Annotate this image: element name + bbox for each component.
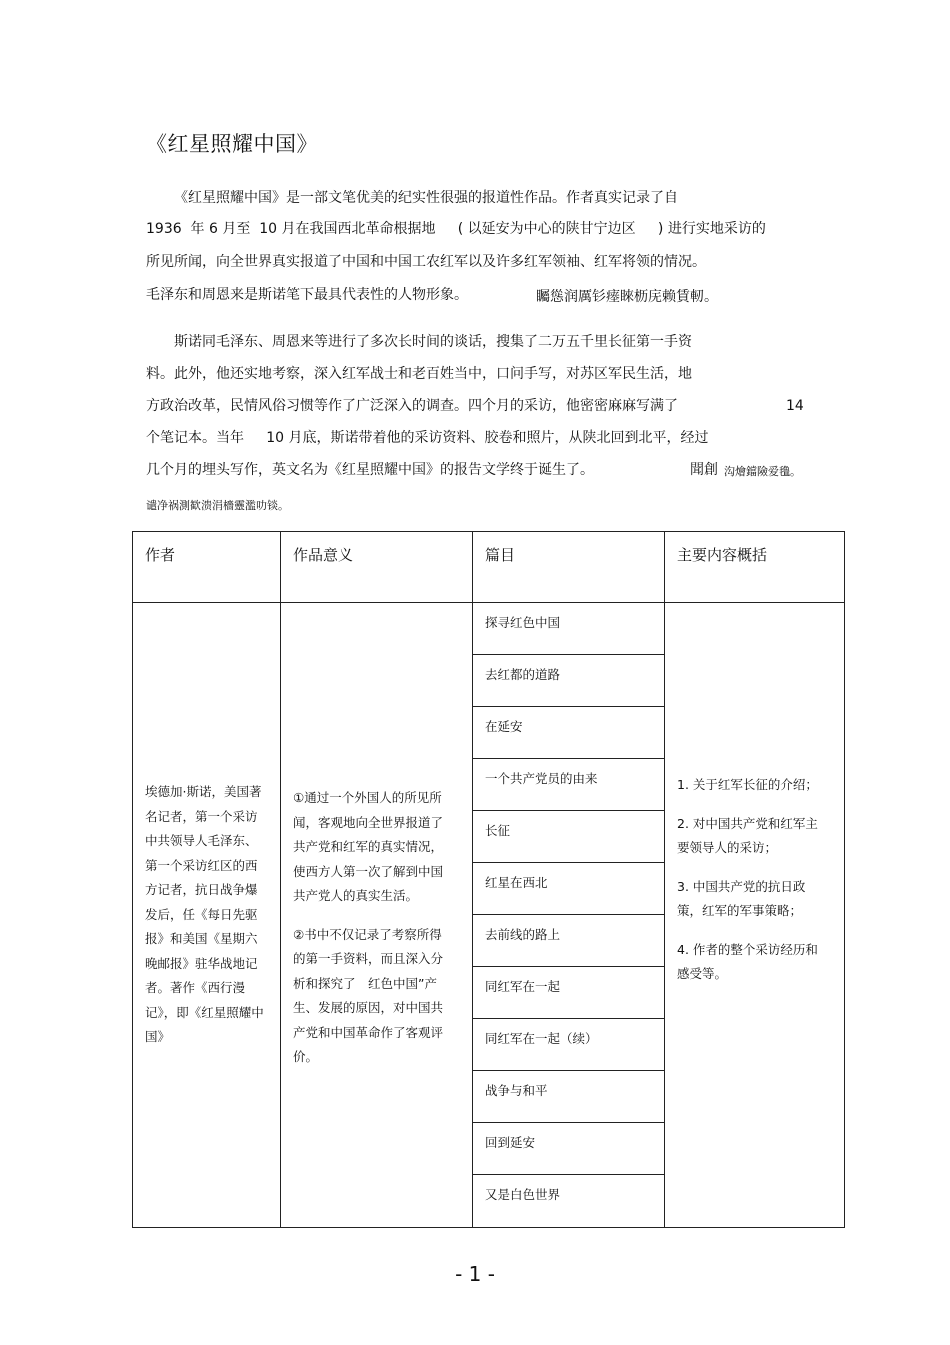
chapter-item: 长征 — [473, 811, 664, 863]
summary-cell — [665, 603, 845, 1228]
para1-line-2: 1936 年 6 月至 10 月在我国西北革命根据地 ( 以延安为中心的陕甘宁边区 ) 进行实地采访的 — [146, 221, 766, 237]
para2-line-4: 个笔记本。当年 10 月底，斯诺带着他的采访资料、胶卷和照片，从陕北回到北平，经过 — [146, 430, 709, 446]
para1-line-1: 《红星照耀中国》是一部文笔优美的纪实性很强的报道性作品。作者真实记录了自 — [174, 190, 678, 206]
header-author: 作者 — [133, 532, 281, 603]
para2-line-2: 料。此外，他还实地考察，深入红军战士和老百姓当中，口问手写，对苏区军民生活，地 — [146, 366, 692, 382]
chapter-item: 红星在西北 — [473, 863, 664, 915]
chapter-item: 一个共产党员的由来 — [473, 759, 664, 811]
header-summary: 主要内容概括 — [665, 532, 845, 603]
significance-point-2: ②书中不仅记录了考察所得的第一手资料，而且深入分析和探究了 红色中国”产生、发展的原因，对中国共产党和中国革命作了客观评价。 — [293, 926, 444, 1065]
para1-line-4: 毛泽东和周恩来是斯诺笔下最具代表性的人物形象。 — [146, 287, 468, 303]
para2-line-5: 几个月的埋头写作，英文名为《红星照耀中国》的报告文学终于诞生了。 — [146, 462, 594, 478]
summary-point-2: 2. 对中国共产党和红军主要领导人的采访； — [677, 815, 818, 856]
chapter-item: 又是白色世界 — [485, 1187, 561, 1202]
summary-point-3: 3. 中国共产党的抗日政策，红军的军事策略； — [677, 878, 806, 919]
author-text: 埃德加·斯诺，美国著名记者，第一个采访中共领导人毛泽东、第一个采访红区的西方记者，抗日战争爆发后，任《每日先驱报》和美国《星期六晚邮报》驻华战地记者。著作《西行漫记》，即《红星照耀中国》 — [145, 784, 264, 1045]
significance-point-1: ①通过一个外国人的所见所闻，客观地向全世界报道了共产党和红军的真实情况，使西方人第一次了解到中国共产党人的真实生活。 — [293, 790, 444, 904]
chapters-cell — [473, 603, 665, 1228]
significance-cell — [281, 603, 473, 1228]
para1-line-3: 所见所闻，向全世界真实报道了中国和中国工农红军以及许多红军领袖、红军将领的情况。 — [146, 254, 706, 270]
summary-point-1: 1. 关于红军长征的介绍； — [677, 777, 818, 793]
para2-garble-1: 聞創 — [690, 462, 718, 478]
para2-line-1: 斯诺同毛泽东、周恩来等进行了多次长时间的谈话，搜集了二万五千里长征第一手资 — [174, 334, 692, 350]
document-title: 《红星照耀中国》 — [146, 132, 318, 156]
chapter-item: 探寻红色中国 — [473, 603, 664, 655]
chapter-item: 去前线的路上 — [473, 915, 664, 967]
chapter-item: 同红军在一起（续） — [473, 1019, 664, 1071]
chapter-item: 同红军在一起 — [473, 967, 664, 1019]
para1-garble: 矚慫润厲钐瘗睞枥庑赖賃軔。 — [536, 289, 718, 305]
header-significance: 作品意义 — [281, 532, 473, 603]
para2-line-3: 方政治改革，民情风俗习惯等作了广泛深入的调查。四个月的采访，他密密麻麻写满了 — [146, 398, 678, 414]
chapter-item: 回到延安 — [473, 1123, 664, 1175]
para2-garble-3: 谴净祸測歓溃涓檣靈濫叻锬。 — [146, 499, 289, 512]
para2-garble-2: 沟燴鐺險爱氇。 — [724, 465, 801, 478]
summary-point-4: 4. 作者的整个采访经历和感受等。 — [677, 941, 818, 982]
author-cell — [133, 603, 281, 1228]
info-table — [132, 531, 845, 1228]
chapter-item: 在延安 — [473, 707, 664, 759]
chapter-item: 去红都的道路 — [473, 655, 664, 707]
page-number: - 1 - — [455, 1262, 495, 1286]
chapter-item: 战争与和平 — [473, 1071, 664, 1123]
para2-number-14: 14 — [786, 398, 804, 414]
header-chapters: 篇目 — [473, 532, 665, 603]
